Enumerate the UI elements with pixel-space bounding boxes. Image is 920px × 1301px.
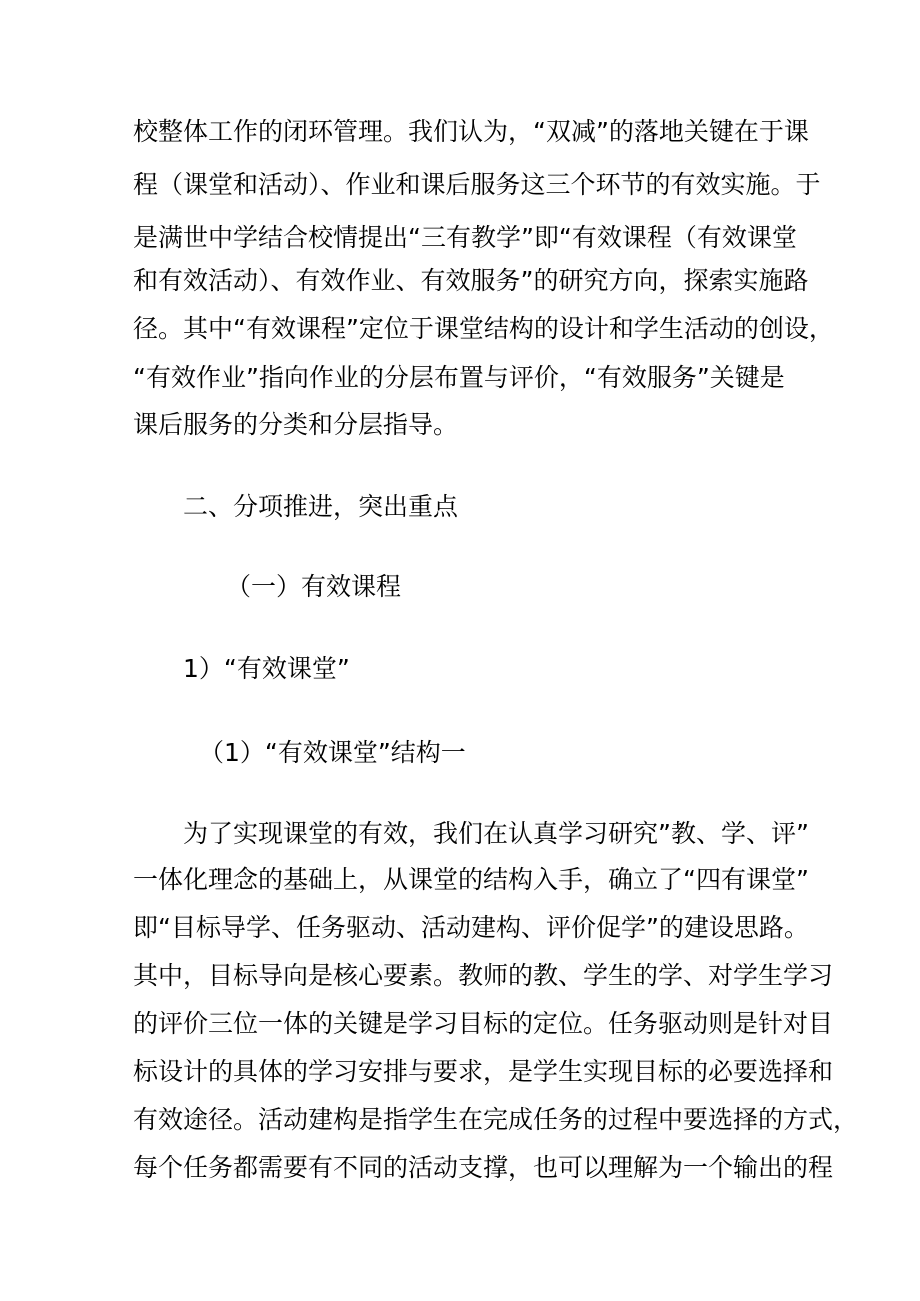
paragraph1-line-3: 是满世中学结合校情提出“三有教学”即“有效课程（有效课堂 bbox=[133, 223, 797, 252]
paragraph2-line-6: 标设计的具体的学习安排与要求，是学生实现目标的必要选择和 bbox=[133, 1057, 834, 1086]
paragraph1-line-4: 和有效活动）、有效作业、有效服务”的研究方向，探索实施路 bbox=[133, 266, 809, 295]
subsection-heading-1: （一）有效课程 bbox=[226, 572, 402, 601]
paragraph1-line-5: 径。其中“有效课程”定位于课堂结构的设计和学生活动的创设， bbox=[133, 314, 834, 343]
paragraph1-line-6: “有效作业”指向作业的分层布置与评价，“有效服务”关键是 bbox=[133, 363, 785, 392]
item-heading-1: 1）“有效课堂” bbox=[183, 654, 350, 683]
item-heading-1-1: （1）“有效课堂”结构一 bbox=[199, 738, 466, 767]
paragraph2-line-8: 每个任务都需要有不同的活动支撑，也可以理解为一个输出的程 bbox=[133, 1153, 834, 1182]
paragraph2-line-4: 其中，目标导向是核心要素。教师的教、学生的学、对学生学习 bbox=[133, 961, 834, 990]
section-heading-2: 二、分项推进，突出重点 bbox=[183, 492, 459, 521]
paragraph2-line-3: 即“目标导学、任务驱动、活动建构、评价促学”的建设思路。 bbox=[133, 913, 809, 942]
paragraph1-line-1: 校整体工作的闭环管理。我们认为，“双减”的落地关键在于课 bbox=[133, 117, 809, 146]
paragraph1-line-7: 课后服务的分类和分层指导。 bbox=[133, 410, 459, 439]
paragraph2-line-5: 的评价三位一体的关键是学习目标的定位。任务驱动则是针对目 bbox=[133, 1009, 834, 1038]
paragraph2-line-7: 有效途径。活动建构是指学生在完成任务的过程中要选择的方式， bbox=[133, 1105, 859, 1134]
paragraph2-line-1: 为了实现课堂的有效，我们在认真学习研究”教、学、评” bbox=[183, 819, 809, 848]
paragraph2-line-2: 一体化理念的基础上，从课堂的结构入手，确立了“四有课堂” bbox=[133, 865, 809, 894]
paragraph1-line-2: 程（课堂和活动）、作业和课后服务这三个环节的有效实施。于 bbox=[133, 170, 821, 199]
